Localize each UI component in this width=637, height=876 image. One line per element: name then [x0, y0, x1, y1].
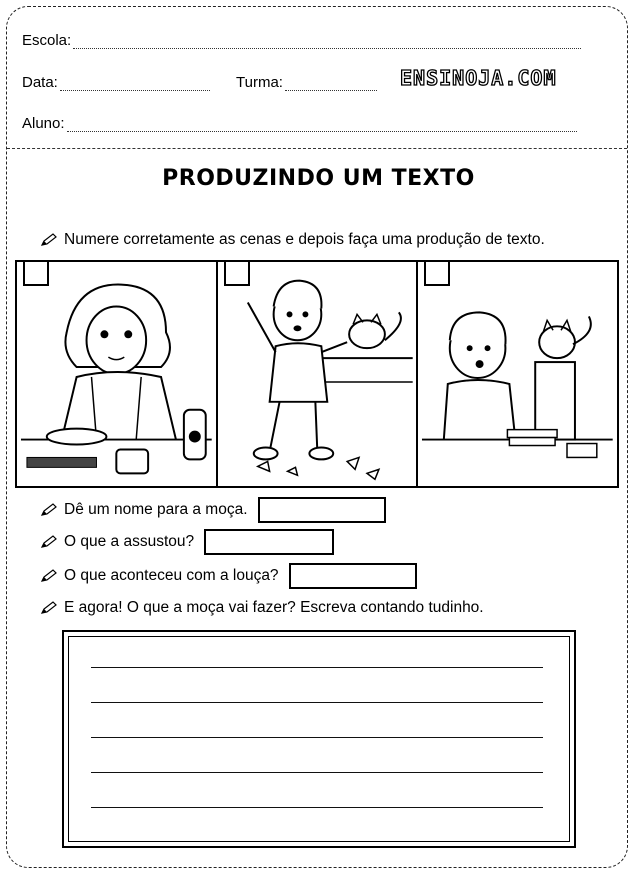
aluno-row	[22, 115, 577, 132]
pencil-icon	[40, 569, 58, 583]
writing-box[interactable]	[62, 630, 576, 848]
scene-2	[218, 262, 419, 486]
question-scare	[40, 529, 334, 555]
scare-answer-box[interactable]	[204, 529, 334, 555]
site-logo: ENSINOJA.COM	[400, 66, 557, 90]
question-name	[40, 497, 386, 523]
writing-line[interactable]	[91, 807, 543, 808]
writing-line[interactable]	[91, 737, 543, 738]
question-dishes	[40, 563, 417, 589]
aluno-field[interactable]	[67, 119, 577, 132]
writing-line[interactable]	[91, 702, 543, 703]
data-row	[22, 74, 210, 91]
turma-row	[236, 74, 377, 91]
data-field[interactable]	[60, 78, 210, 91]
header-separator	[7, 148, 627, 149]
pencil-icon	[40, 535, 58, 549]
pencil-icon	[40, 503, 58, 517]
girl-looking-at-cat-icon	[418, 262, 617, 486]
scene-3-number-box[interactable]	[424, 260, 450, 286]
scene-1	[17, 262, 218, 486]
question-dishes-text: O que aconteceu com a louça?	[64, 567, 279, 584]
page-title: PRODUZINDO UM TEXTO	[162, 166, 475, 191]
writing-area[interactable]	[68, 636, 570, 842]
instruction-numbering-text: Numere corretamente as cenas e depois faça uma produção de texto.	[64, 231, 545, 248]
data-label: Data:	[22, 74, 58, 91]
question-story	[40, 599, 484, 617]
writing-line[interactable]	[91, 772, 543, 773]
dishes-answer-box[interactable]	[289, 563, 417, 589]
question-story-text: E agora! O que a moça vai fazer? Escreva contando tudinho.	[64, 599, 484, 616]
girl-startled-by-cat-icon	[218, 262, 417, 486]
instruction-numbering	[40, 231, 545, 249]
pencil-icon	[40, 233, 58, 247]
writing-line[interactable]	[91, 667, 543, 668]
question-scare-text: O que a assustou?	[64, 533, 195, 550]
scene-1-number-box[interactable]	[23, 260, 49, 286]
name-answer-box[interactable]	[258, 497, 386, 523]
scene-strip	[15, 260, 619, 488]
aluno-label: Aluno:	[22, 115, 65, 132]
question-name-text: Dê um nome para a moça.	[64, 501, 248, 518]
escola-field[interactable]	[73, 36, 581, 49]
escola-row	[22, 32, 581, 49]
pencil-icon	[40, 601, 58, 615]
scene-3	[418, 262, 617, 486]
turma-field[interactable]	[285, 78, 377, 91]
girl-washing-dishes-icon	[17, 262, 216, 486]
turma-label: Turma:	[236, 74, 283, 91]
escola-label: Escola:	[22, 32, 72, 49]
scene-2-number-box[interactable]	[224, 260, 250, 286]
